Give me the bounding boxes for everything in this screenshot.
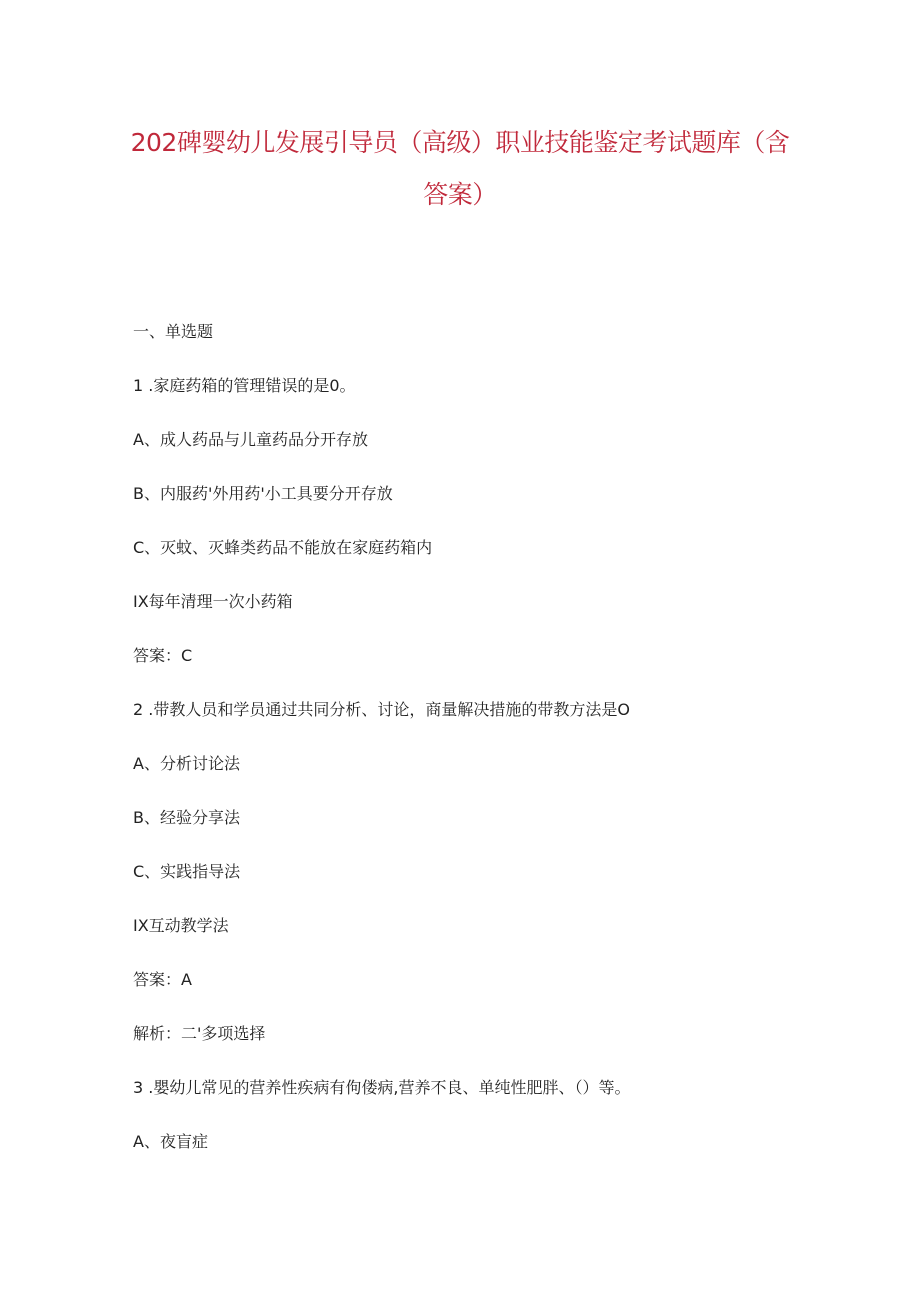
- question-1-option-c: C、灭蚊、灭蜂类药品不能放在家庭药箱内: [133, 538, 433, 557]
- title-line-1: 202碑婴幼儿发展引导员（高级）职业技能鉴定考试题库（含: [130, 128, 790, 157]
- question-1-option-d: IX每年清理一次小药箱: [133, 592, 293, 611]
- question-1-option-a: A、成人药品与儿童药品分开存放: [133, 430, 368, 449]
- question-2-explanation: 解析：二'多项选择: [133, 1024, 266, 1043]
- question-1-answer: 答案：C: [133, 646, 193, 665]
- question-3-option-a: A、夜盲症: [133, 1132, 208, 1151]
- question-2-answer: 答案：A: [133, 970, 192, 989]
- question-2-option-a: A、分析讨论法: [133, 754, 240, 773]
- question-2-option-c: C、实践指导法: [133, 862, 241, 881]
- question-1-stem: 1 .家庭药箱的管理错误的是0。: [133, 376, 356, 395]
- question-3-stem: 3 .嬰幼儿常见的营养性疾病有佝偻病,营养不良、单纯性肥胖、（）等。: [133, 1078, 631, 1097]
- question-2-option-b: B、经验分享法: [133, 808, 240, 827]
- question-2-stem: 2 .带教人员和学员通过共同分析、讨论，商量解决措施的带教方法是O: [133, 700, 630, 719]
- document-body: [133, 318, 833, 1155]
- question-1-option-b: B、内服药'外用药'小工具要分开存放: [133, 484, 393, 503]
- title-line-2: 答案）: [423, 180, 497, 209]
- document-title: [0, 118, 920, 221]
- question-2-option-d: IX互动教学法: [133, 916, 229, 935]
- section-heading: 一、单选题: [133, 322, 214, 341]
